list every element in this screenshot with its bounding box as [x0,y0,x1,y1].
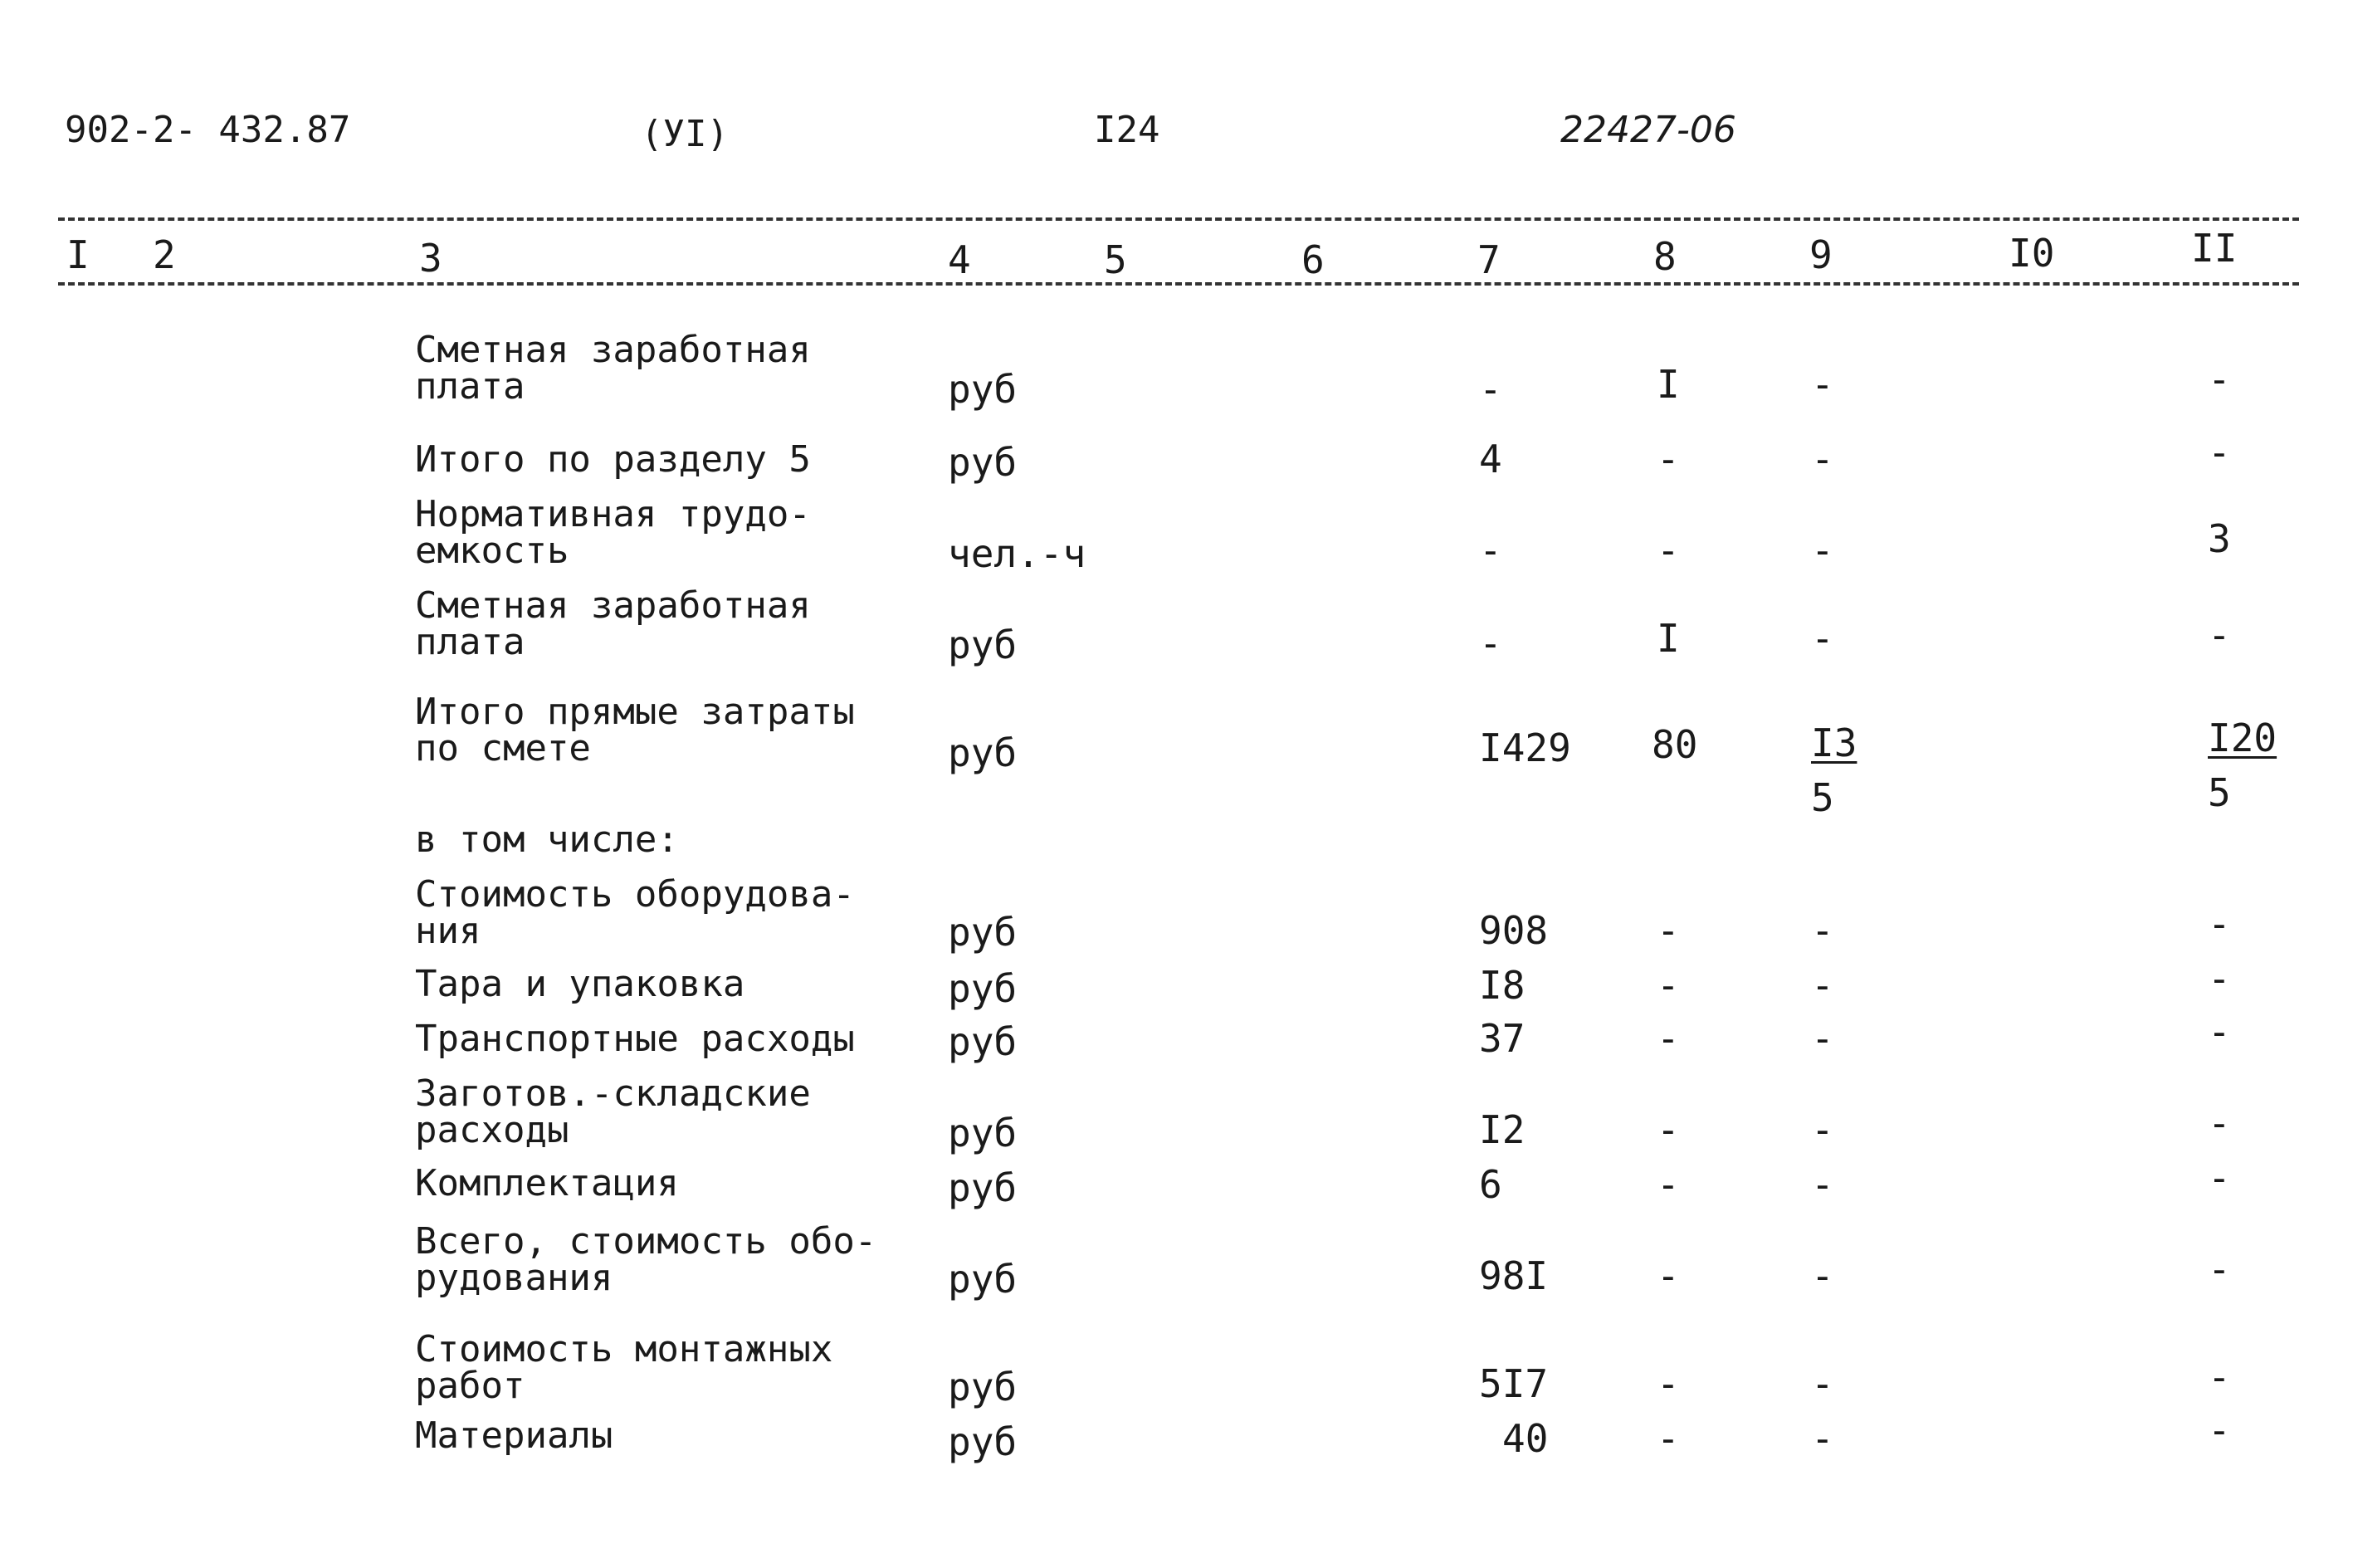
row-col8: - [1657,1107,1680,1152]
column-number-7: 7 [1477,237,1501,282]
row-unit: руб [948,1365,1018,1409]
row-col11: - [2208,613,2231,657]
row-label: Сметная заработная плата [415,584,811,663]
row-col8: - [1657,1253,1680,1298]
row-unit: руб [948,910,1018,955]
row-col11: - [2208,956,2231,1001]
row-label: Сметная заработная плата [415,329,811,408]
column-number-11: II [2191,226,2238,271]
row-col11: 3 [2208,516,2231,561]
row-col11-denominator: 5 [2208,770,2231,815]
row-col9-numerator: I3 [1811,720,1858,765]
row-col11: - [2208,901,2231,946]
row-col8: - [1657,1416,1680,1461]
row-col8: - [1657,908,1680,953]
column-number-6: 6 [1301,237,1325,282]
row-col8: - [1657,1016,1680,1061]
row-col7: 5I7 [1479,1361,1549,1406]
doc-number: 902-2- 432.87 [65,109,351,151]
row-subheading: в том числе: [415,818,679,861]
row-col9: - [1811,437,1834,481]
row-col7: - [1479,621,1502,666]
row-col8: - [1657,1162,1680,1207]
row-unit: руб [948,966,1018,1011]
row-col9: - [1811,1107,1834,1152]
row-col9: - [1811,1416,1834,1461]
column-number-5: 5 [1104,237,1127,282]
row-col8: 80 [1652,722,1698,767]
row-col9-denominator: 5 [1811,775,1834,820]
row-label: Материалы [415,1414,613,1457]
row-col11: - [2208,1355,2231,1399]
row-col8: - [1657,437,1680,481]
row-col9: - [1811,616,1834,661]
row-label: Итого по разделу 5 [415,438,811,481]
row-col7: 908 [1479,908,1549,953]
row-col8: I [1657,616,1680,661]
column-number-10: I0 [2009,231,2055,276]
column-number-9: 9 [1809,232,1833,277]
column-number-2: 2 [153,232,176,277]
row-col9: - [1811,528,1834,573]
row-col11: - [2208,1155,2231,1200]
row-col7: 37 [1479,1016,1526,1061]
row-label: Нормативная трудо- емкость [415,493,811,572]
column-number-8: 8 [1653,234,1677,279]
row-unit: руб [948,1111,1018,1155]
column-number-3: 3 [419,236,442,281]
row-label: Стоимость монтажных работ [415,1328,833,1407]
row-label: Заготов.-складские расходы [415,1072,811,1151]
section-code: (УI) [641,113,729,155]
row-label: Транспортные расходы [415,1018,855,1060]
row-col11: - [2208,1009,2231,1054]
row-col7: - [1479,528,1502,573]
row-unit: руб [948,1165,1018,1210]
row-unit: чел.-ч [948,531,1086,576]
row-label: Стоимость оборудова- ния [415,873,855,952]
column-number-1: I [66,232,90,277]
row-col7: 6 [1479,1162,1502,1207]
column-number-4: 4 [948,237,971,282]
row-col7: 40 [1502,1416,1549,1461]
header-top-rule [58,217,2299,221]
row-col8: I [1657,362,1680,407]
row-unit: руб [948,623,1018,667]
row-col11: - [2208,1101,2231,1145]
row-col11: - [2208,430,2231,475]
row-unit: руб [948,730,1018,775]
row-col9: - [1811,1162,1834,1207]
row-col11: - [2208,1408,2231,1453]
row-label: Тара и упаковка [415,963,745,1005]
header-bottom-rule [58,282,2299,286]
row-col11: - [2208,357,2231,402]
reference-number: 22427-06 [1560,109,1736,151]
row-col7: - [1479,367,1502,412]
row-label: Всего, стоимость обо- рудования [415,1220,877,1299]
row-unit: руб [948,367,1018,412]
row-label: Итого прямые затраты по смете [415,691,855,769]
row-col7: 98I [1479,1253,1549,1298]
row-col8: - [1657,528,1680,573]
row-col9: - [1811,362,1834,407]
row-unit: руб [948,1019,1018,1064]
row-col9: - [1811,1361,1834,1406]
row-label: Комплектация [415,1162,679,1204]
row-col11-numerator: I20 [2208,716,2277,760]
row-col9: - [1811,963,1834,1008]
row-col9: - [1811,1016,1834,1061]
row-col8: - [1657,963,1680,1008]
row-col7: I2 [1479,1107,1526,1152]
row-unit: руб [948,440,1018,485]
row-col11: - [2208,1247,2231,1292]
row-unit: руб [948,1257,1018,1302]
row-col9: - [1811,1253,1834,1298]
row-col7: 4 [1479,437,1502,481]
page-number: I24 [1094,109,1160,151]
row-col8: - [1657,1361,1680,1406]
row-col7: I429 [1479,725,1571,770]
row-unit: руб [948,1419,1018,1464]
row-col7: I8 [1479,963,1526,1008]
row-col9: - [1811,908,1834,953]
